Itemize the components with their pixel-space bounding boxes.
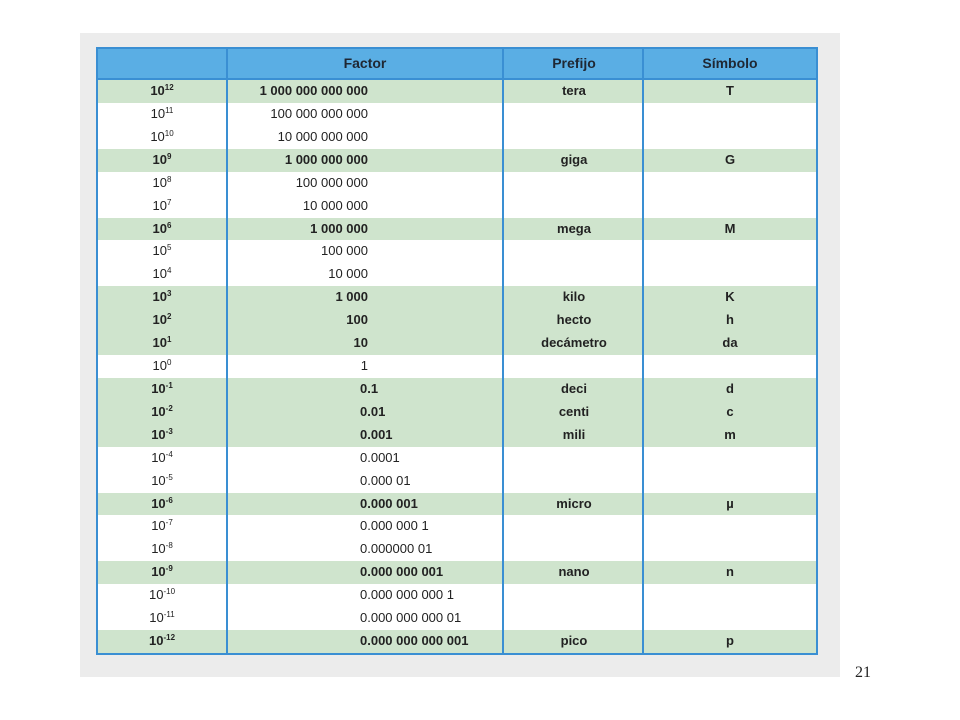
factor-value: 0.1 [360, 380, 379, 396]
factor-value: 0.000 01 [360, 472, 411, 488]
factor-value: 0.000000 01 [360, 541, 433, 557]
factor-value: 10 [353, 335, 368, 351]
factor-value: 1 000 000 000 000 [259, 83, 368, 98]
si-prefix-table [96, 47, 818, 655]
prefix-symbol: c [726, 403, 734, 419]
power-of-ten: $10^{12}$ [150, 83, 174, 98]
factor-value: 100 000 000 000 [270, 105, 368, 121]
table-row [98, 332, 816, 355]
prefix-name [504, 126, 644, 149]
prefix-symbol: d [726, 380, 734, 396]
table-row [98, 149, 816, 172]
table-row [98, 584, 816, 607]
prefix-name [504, 172, 644, 195]
prefix-symbol [644, 195, 816, 218]
power-of-ten: $10^5$ [152, 243, 172, 259]
prefix-name: nano [558, 564, 590, 580]
prefix-symbol: K [725, 289, 735, 305]
prefix-name [504, 447, 644, 470]
prefix-name [504, 355, 644, 378]
prefix-name: tera [562, 83, 586, 98]
table-row [98, 286, 816, 309]
power-of-ten: $10^0$ [152, 358, 172, 374]
power-of-ten: $10^{-11}$ [149, 610, 175, 626]
table-row [98, 447, 816, 470]
prefix-name: mega [557, 220, 591, 236]
power-of-ten: $10^{-7}$ [151, 518, 173, 534]
factor-value: 10 000 000 000 [277, 128, 368, 144]
power-of-ten: $10^{-2}$ [151, 403, 173, 419]
factor-value: 0.000 000 1 [360, 518, 429, 534]
prefix-symbol [644, 470, 816, 493]
factor-value: 10 000 [328, 266, 368, 282]
factor-value: 0.000 000 001 [360, 564, 444, 580]
prefix-symbol: p [726, 633, 734, 649]
header-exponent [98, 49, 226, 78]
factor-value: 10 000 000 [302, 197, 368, 213]
table-row [98, 538, 816, 561]
table-body [98, 80, 816, 653]
prefix-name: deci [560, 380, 587, 396]
column-divider [226, 49, 228, 653]
power-of-ten: $10^{-3}$ [151, 426, 173, 442]
power-of-ten: $10^{-5}$ [151, 472, 173, 488]
prefix-name: kilo [562, 289, 586, 305]
factor-value: 100 [346, 312, 368, 328]
factor-value: 0.001 [360, 426, 393, 442]
prefix-symbol [644, 103, 816, 126]
table-row [98, 218, 816, 241]
prefix-name [504, 584, 644, 607]
prefix-name: decámetro [541, 335, 607, 351]
prefix-symbol: T [726, 83, 734, 98]
table-row [98, 195, 816, 218]
power-of-ten: $10^{-6}$ [151, 495, 173, 511]
table-row [98, 126, 816, 149]
prefix-symbol: m [724, 426, 736, 442]
prefix-symbol: h [726, 312, 734, 328]
power-of-ten: $10^{-4}$ [151, 449, 173, 465]
table-row [98, 424, 816, 447]
page-number: 21 [855, 664, 871, 681]
power-of-ten: $10^{-10}$ [148, 587, 176, 603]
power-of-ten: $10^1$ [152, 335, 172, 351]
power-of-ten: $10^8$ [152, 174, 172, 190]
prefix-symbol [644, 172, 816, 195]
factor-value: 0.000 000 000 1 [360, 587, 454, 603]
prefix-symbol [644, 447, 816, 470]
factor-value: 1 000 000 [310, 220, 368, 236]
power-of-ten: $10^{11}$ [150, 105, 174, 121]
factor-value: 0.000 000 000 01 [360, 610, 462, 626]
table-row [98, 401, 816, 424]
prefix-name [504, 240, 644, 263]
table-row [98, 80, 816, 103]
header-symbol: Símbolo [702, 55, 758, 71]
table-row [98, 355, 816, 378]
prefix-symbol: M [724, 220, 736, 236]
prefix-name [504, 607, 644, 630]
factor-value: 0.000 000 000 001 [360, 633, 469, 649]
prefix-name [504, 103, 644, 126]
table-row [98, 630, 816, 653]
power-of-ten: $10^7$ [152, 197, 172, 213]
factor-value: 1 [360, 358, 368, 374]
prefix-name: pico [560, 633, 588, 649]
table-row [98, 470, 816, 493]
column-divider [502, 49, 504, 653]
column-divider [642, 49, 644, 653]
power-of-ten: $10^{10}$ [150, 128, 174, 144]
power-of-ten: $10^{-8}$ [151, 541, 173, 557]
table-row [98, 561, 816, 584]
table-row [98, 515, 816, 538]
factor-value: 0.000 001 [360, 495, 418, 511]
table-row [98, 172, 816, 195]
factor-value: 1 000 000 000 [284, 151, 368, 167]
power-of-ten: $10^{-12}$ [148, 633, 176, 649]
prefix-symbol [644, 538, 816, 561]
prefix-name: giga [560, 151, 588, 167]
factor-value: 0.01 [360, 403, 386, 419]
prefix-symbol [644, 263, 816, 286]
prefix-symbol [644, 584, 816, 607]
prefix-symbol: µ [726, 495, 734, 511]
prefix-symbol [644, 515, 816, 538]
prefix-symbol [644, 240, 816, 263]
power-of-ten: $10^4$ [152, 266, 172, 282]
power-of-ten: $10^{-1}$ [151, 380, 173, 396]
table-row [98, 103, 816, 126]
prefix-name [504, 515, 644, 538]
prefix-name [504, 470, 644, 493]
table-row [98, 263, 816, 286]
prefix-symbol [644, 355, 816, 378]
prefix-name: hecto [556, 312, 592, 328]
power-of-ten: $10^2$ [152, 312, 172, 328]
header-factor: Factor [343, 55, 387, 71]
prefix-name [504, 263, 644, 286]
prefix-symbol: n [726, 564, 734, 580]
table-header-row [98, 49, 816, 80]
power-of-ten: $10^9$ [152, 151, 172, 167]
factor-value: 0.0001 [360, 449, 400, 465]
prefix-name [504, 538, 644, 561]
prefix-name: mili [562, 426, 586, 442]
factor-value: 1 000 [335, 289, 368, 305]
prefix-symbol: G [724, 151, 736, 167]
power-of-ten: $10^6$ [152, 220, 172, 236]
prefix-name [504, 195, 644, 218]
prefix-symbol [644, 126, 816, 149]
table-row [98, 607, 816, 630]
power-of-ten: $10^3$ [152, 289, 172, 305]
prefix-name: micro [556, 495, 592, 511]
prefix-symbol: da [722, 335, 738, 351]
table-row [98, 240, 816, 263]
factor-value: 100 000 000 [295, 174, 368, 190]
table-row [98, 378, 816, 401]
table-row [98, 493, 816, 516]
prefix-name: centi [558, 403, 590, 419]
header-prefix: Prefijo [552, 55, 596, 71]
prefix-symbol [644, 607, 816, 630]
factor-value: 100 000 [321, 243, 368, 259]
power-of-ten: $10^{-9}$ [151, 564, 173, 580]
table-row [98, 309, 816, 332]
